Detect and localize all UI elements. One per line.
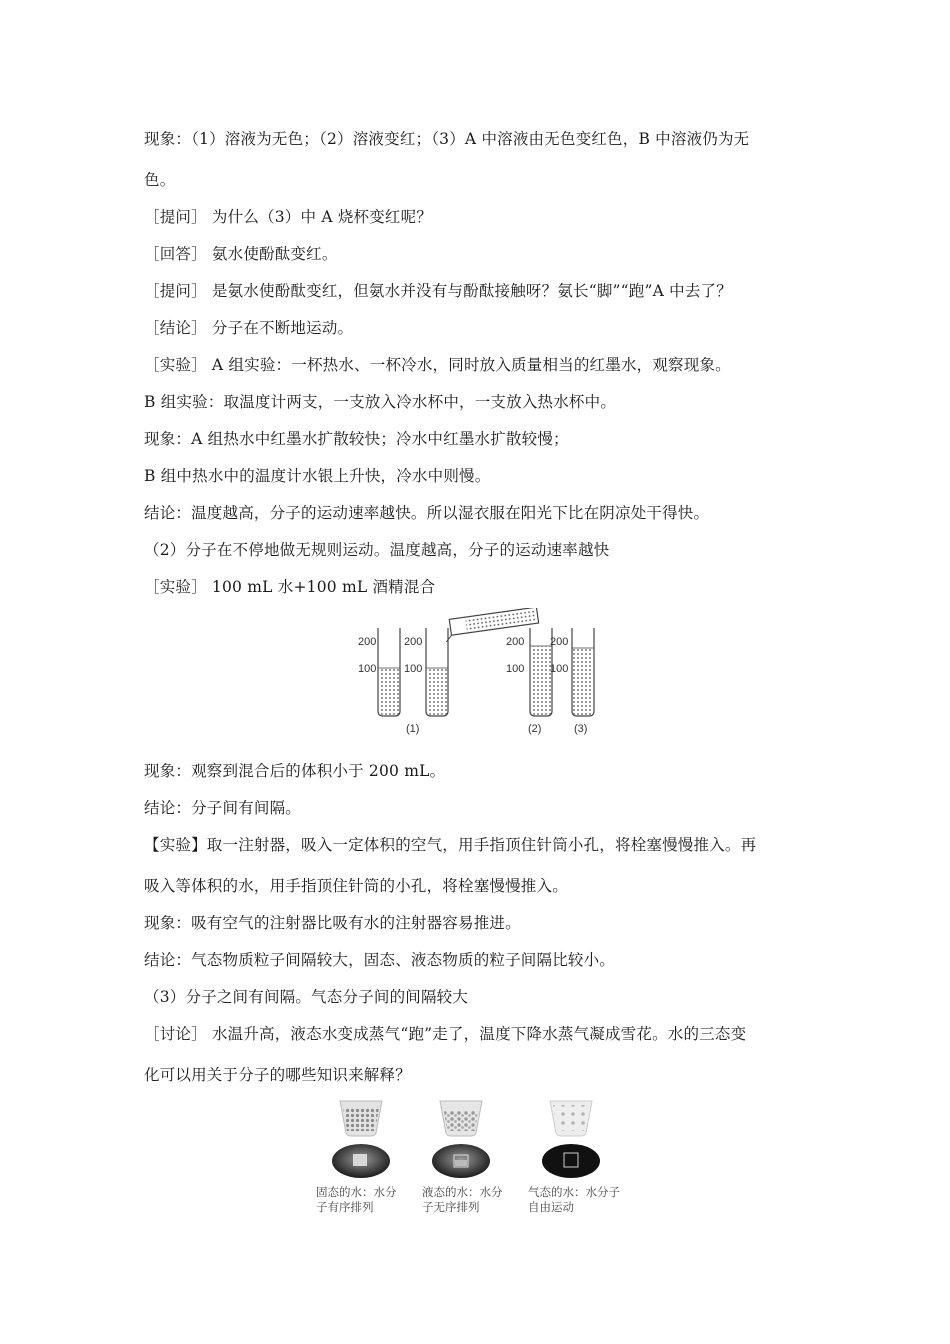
paragraph-conclusion-4: 结论：气态物质粒子间隔较大，固态、液态物质的粒子间隔比较小。 <box>144 951 616 969</box>
paragraph-conclusion-2: 结论：温度越高，分子的运动速率越快。所以湿衣服在阳光下比在阴凉处干得快。 <box>144 504 710 522</box>
paragraph-experiment-a: ［实验］ A 组实验：一杯热水、一杯冷水，同时放入质量相当的红墨水，观察现象。 <box>144 356 731 374</box>
cylinder-label-1: (1) <box>406 723 420 735</box>
gas-caption-line1: 气态的水：水分子 <box>528 1185 620 1199</box>
cylinder-1-tick-200: 200 <box>358 636 377 648</box>
cylinder-label-3: (3) <box>574 723 588 735</box>
pouring-cylinder <box>443 608 539 642</box>
paragraph-phenomenon-1: 现象：（1）溶液为无色；（2）溶液变红；（3）A 中溶液由无色变红色，B 中溶液仍为无 <box>144 130 750 148</box>
paragraph-discussion: ［讨论］ 水温升高，液态水变成蒸气“跑”走了，温度下降水蒸气凝成雪花。水的三态变 <box>144 1025 747 1043</box>
paragraph-experiment-syringe: 【实验】取一注射器，吸入一定体积的空气，用手指顶住针筒小孔，将栓塞慢慢推入。再 <box>144 836 757 854</box>
paragraph-phenomenon-syringe: 现象：吸有空气的注射器比吸有水的注射器容易推进。 <box>144 914 521 932</box>
cylinder-2 <box>426 628 448 716</box>
water-states-figure <box>310 1093 640 1218</box>
paragraph-conclusion-1: ［结论］ 分子在不断地运动。 <box>144 319 354 337</box>
paragraph-discussion-cont: 化可以用关于分子的哪些知识来解释？ <box>144 1066 411 1084</box>
gas-photo <box>542 1144 600 1178</box>
cylinder-result-tick-200: 200 <box>550 636 569 648</box>
gas-caption-line2: 自由运动 <box>528 1200 574 1214</box>
cylinder-2-tick-100: 100 <box>404 663 423 675</box>
solid-molecules <box>340 1101 382 1136</box>
cylinder-1-tick-100: 100 <box>358 663 377 675</box>
paragraph-phenomenon-a: 现象：A 组热水中红墨水扩散较快；冷水中红墨水扩散较慢； <box>144 430 569 448</box>
paragraph-experiment-b: B 组实验：取温度计两支，一支放入冷水杯中，一支放入热水杯中。 <box>144 393 617 411</box>
paragraph-phenomenon-1-cont: 色。 <box>144 171 176 189</box>
cylinder-mixed-tick-100: 100 <box>506 663 525 675</box>
solid-photo <box>332 1144 390 1178</box>
paragraph-point-3: （3）分子之间有间隔。气态分子间的间隔较大 <box>144 988 469 1006</box>
cylinder-mixing-figure <box>348 608 598 740</box>
solid-caption-line2: 子有序排列 <box>316 1200 374 1214</box>
paragraph-point-2: （2）分子在不停地做无规则运动。温度越高，分子的运动速率越快 <box>144 541 610 559</box>
gas-molecules <box>550 1101 592 1136</box>
paragraph-question-1: ［提问］ 为什么（3）中 A 烧杯变红呢？ <box>144 208 433 226</box>
cylinder-mixed <box>530 628 552 716</box>
cylinder-result <box>572 628 594 716</box>
cylinder-2-tick-200: 200 <box>404 636 423 648</box>
liquid-photo <box>432 1144 490 1178</box>
liquid-molecules <box>440 1101 482 1136</box>
paragraph-question-2: ［提问］ 是氨水使酚酞变红，但氨水并没有与酚酞接触呀？氨长“脚”“跑”A 中去了？ <box>144 282 732 300</box>
cylinder-result-tick-100: 100 <box>550 663 569 675</box>
solid-caption-line1: 固态的水：水分 <box>316 1185 397 1199</box>
liquid-caption-line2: 子无序排列 <box>422 1200 480 1214</box>
cylinder-label-2: (2) <box>528 723 542 735</box>
paragraph-experiment-syringe-cont: 吸入等体积的水，用手指顶住针筒的小孔，将栓塞慢慢推入。 <box>144 877 568 895</box>
paragraph-conclusion-3: 结论：分子间有间隔。 <box>144 799 302 817</box>
paragraph-phenomenon-mixing: 现象：观察到混合后的体积小于 200 mL。 <box>144 762 446 780</box>
paragraph-answer-1: ［回答］ 氨水使酚酞变红。 <box>144 245 338 263</box>
paragraph-experiment-mixing: ［实验］ 100 mL 水+100 mL 酒精混合 <box>144 578 436 596</box>
cylinder-mixed-tick-200: 200 <box>506 636 525 648</box>
paragraph-phenomenon-b: B 组中热水中的温度计水银上升快，冷水中则慢。 <box>144 467 491 485</box>
cylinder-1 <box>378 628 400 716</box>
liquid-caption-line1: 液态的水：水分 <box>422 1185 503 1199</box>
